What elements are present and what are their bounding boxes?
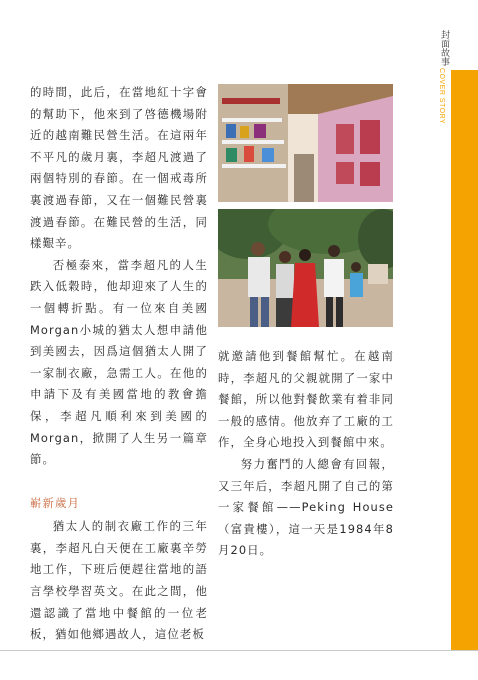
paragraph-5: 努力奮鬥的人總會有回報，又三年后，李超凡開了自己的第一家餐館——Peking House（富貴樓），這一天是1984年8月20日。 xyxy=(218,456,394,558)
accent-bar xyxy=(451,70,478,650)
section-label-cn: 封面故事 xyxy=(439,30,449,66)
paragraph-1: 的時間，此后，在當地紅十字會的幫助下，他來到了啓德機場附近的越南難民營生活。在這兩年不平凡的歲月裏，李超凡渡過了兩個特別的春節。在一個戒毒所裏渡過春節，又在一個難民營裏渡過春節。在難民營的生活，同樣艱辛。 xyxy=(30,85,208,251)
paragraph-4: 就邀請他到餐館幫忙。在越南時，李超凡的父親就開了一家中餐館，所以他對餐飲業有着非同一般的感情。他放弃了工廠的工作，全身心地投入到餐館中來。 xyxy=(218,349,394,450)
paragraph-3: 猶太人的制衣廠工作的三年裏，李超凡白天便在工廠裏辛勞地工作，下班后便趕往當地的語言學校學習英文。在此之間，他還認識了當地中餐館的一位老板，猶如他鄉遇故人，這位老板 xyxy=(30,519,208,642)
subheading: 嶄新歲月 xyxy=(30,495,80,510)
right-column xyxy=(218,346,394,562)
footer-rule xyxy=(0,650,478,651)
paragraph-2: 否極泰來，當李超凡的人生跌入低穀時，他却迎來了人生的一個轉折點。有一位來自美國Morgan小城的猶太人想申請他到美國去，因爲這個猶太人開了一家制衣廠，急需工人。在他的申請下及有美國當地的教會擔保，李超凡順利來到美國的Morgan，掀開了人生另一篇章節。 xyxy=(30,257,208,467)
restaurant-interior-photo xyxy=(218,84,393,202)
left-column xyxy=(30,82,208,646)
section-label-en: COVER STORY xyxy=(438,68,445,125)
group-photo xyxy=(218,209,393,327)
